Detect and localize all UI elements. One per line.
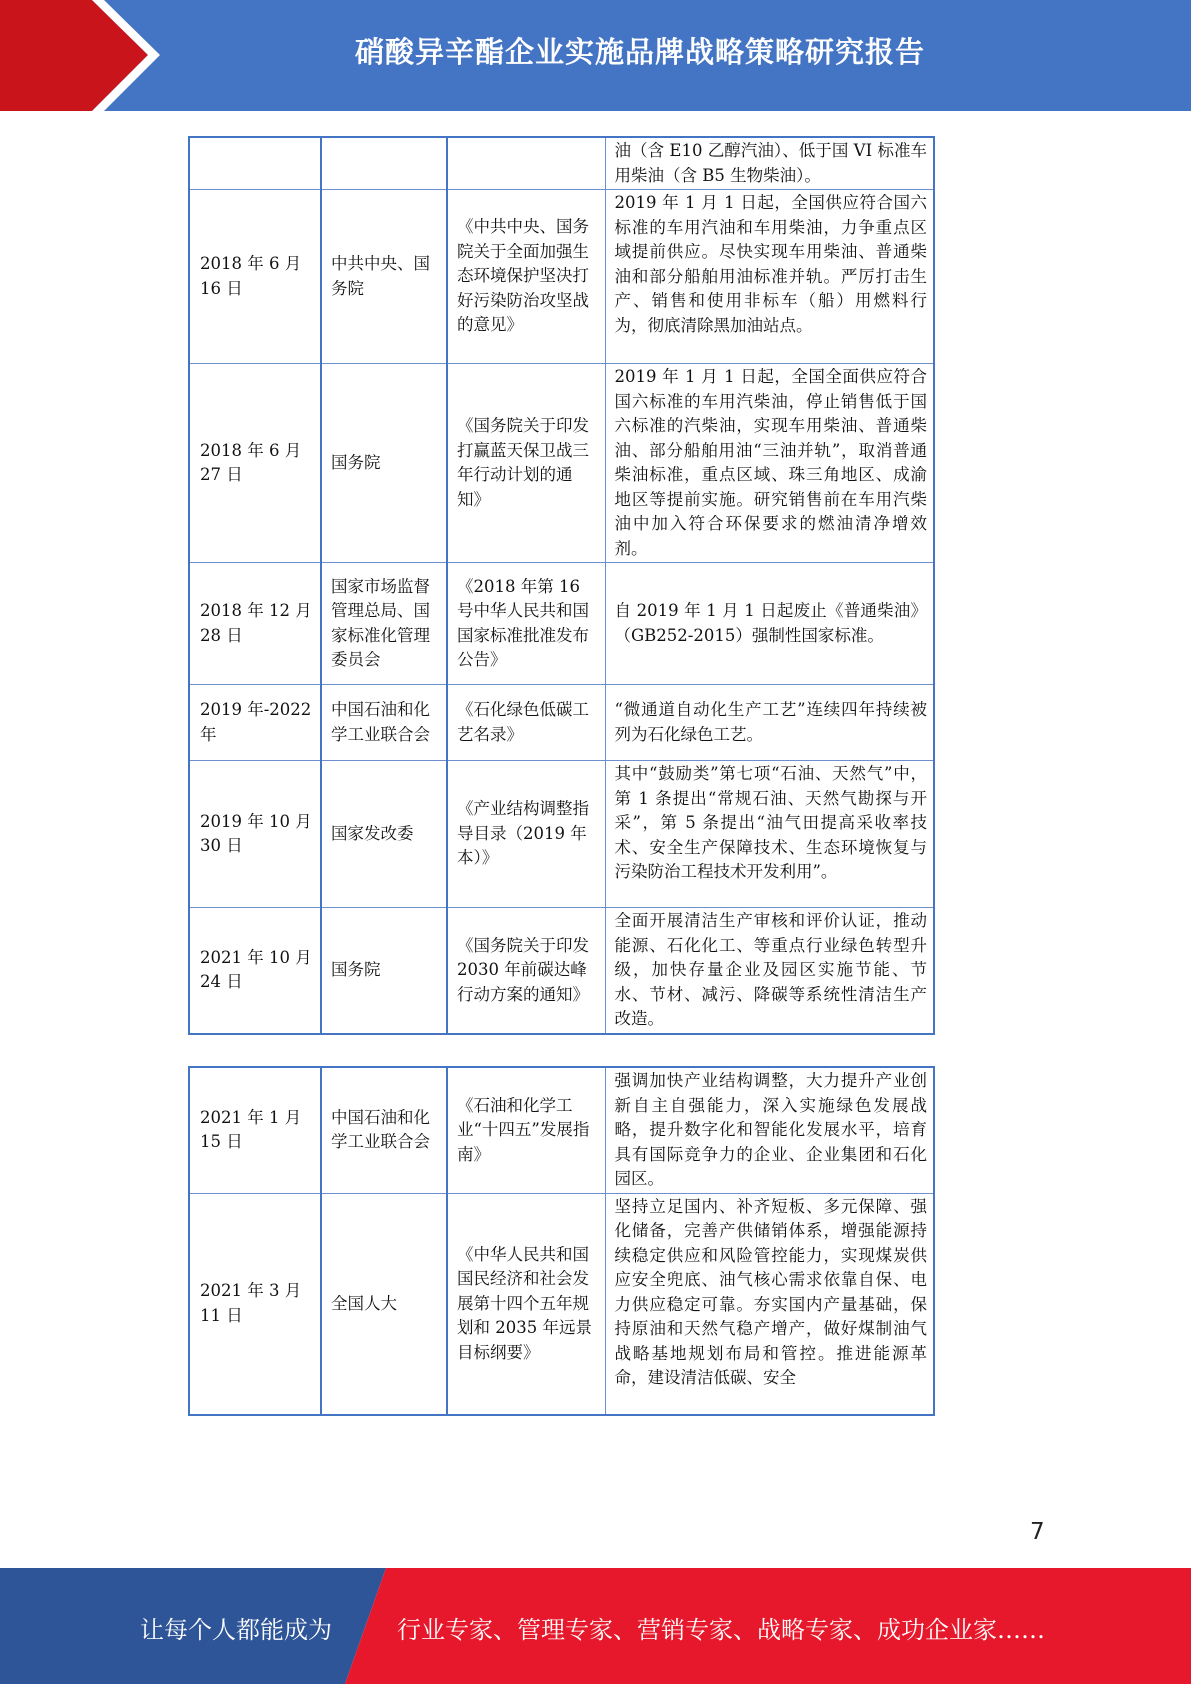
page-header [0, 0, 1191, 111]
date-cell: 2018 年 6 月 16 日 [189, 190, 321, 364]
issuer-cell: 国家市场监督管理总局、国家标准化管理委员会 [321, 563, 447, 685]
content-cell: 油（含 E10 乙醇汽油）、低于国 VI 标准车用柴油（含 B5 生物柴油）。 [605, 137, 934, 190]
document-cell: 《2018 年第 16 号中华人民共和国国家标准批准发布公告》 [447, 563, 605, 685]
date-cell: 2021 年 1 月 15 日 [189, 1067, 321, 1193]
table-row [189, 1193, 934, 1415]
content-cell: 全面开展清洁生产审核和评价认证，推动能源、石化化工、等重点行业绿色转型升级，加快存量企业及园区实施节能、节水、节材、减污、降碳等系统性清洁生产改造。 [605, 908, 934, 1034]
date-cell [189, 137, 321, 190]
issuer-cell: 全国人大 [321, 1193, 447, 1415]
issuer-cell: 中国石油和化学工业联合会 [321, 685, 447, 761]
date-cell: 2021 年 3 月 11 日 [189, 1193, 321, 1415]
issuer-cell: 中共中央、国务院 [321, 190, 447, 364]
footer-slogan-left: 让每个人都能成为 [140, 1616, 332, 1644]
table-row [189, 1067, 934, 1193]
issuer-cell: 国务院 [321, 908, 447, 1034]
document-cell: 《石化绿色低碳工艺名录》 [447, 685, 605, 761]
page-footer [0, 1568, 1191, 1684]
header-red-arrow [0, 0, 148, 111]
page-number: 7 [1030, 1519, 1045, 1545]
issuer-cell: 国务院 [321, 364, 447, 563]
document-cell: 《产业结构调整指导目录（2019 年本）》 [447, 761, 605, 908]
content-cell: 2019 年 1 月 1 日起，全国全面供应符合国六标准的车用汽柴油，停止销售低于国六标准的汽柴油，实现车用柴油、普通柴油、部分船舶用油“三油并轨”，取消普通柴油标准，重点区域、珠三角地区、成渝地区等提前实施。研究销售前在车用汽柴油中加入符合环保要求的燃油清净增效剂。 [605, 364, 934, 563]
footer-slogan-right: 行业专家、管理专家、营销专家、战略专家、成功企业家…… [397, 1616, 1045, 1644]
report-title: 硝酸异辛酯企业实施品牌战略策略研究报告 [354, 35, 925, 69]
content-cell: 强调加快产业结构调整，大力提升产业创新自主自强能力，深入实施绿色发展战略，提升数字化和智能化发展水平，培育具有国际竞争力的企业、企业集团和石化园区。 [605, 1067, 934, 1193]
date-cell: 2021 年 10 月 24 日 [189, 908, 321, 1034]
date-cell: 2018 年 6 月 27 日 [189, 364, 321, 563]
issuer-cell: 中国石油和化学工业联合会 [321, 1067, 447, 1193]
document-cell: 《中华人民共和国国民经济和社会发展第十四个五年规划和 2035 年远景目标纲要》 [447, 1193, 605, 1415]
policy-table-1 [188, 136, 935, 1035]
issuer-cell [321, 137, 447, 190]
date-cell: 2019 年 10 月 30 日 [189, 761, 321, 908]
table-row [189, 137, 934, 190]
table-row [189, 563, 934, 685]
document-cell: 《中共中央、国务院关于全面加强生态环境保护坚决打好污染防治攻坚战的意见》 [447, 190, 605, 364]
document-cell: 《国务院关于印发 2030 年前碳达峰行动方案的通知》 [447, 908, 605, 1034]
content-cell: 坚持立足国内、补齐短板、多元保障、强化储备，完善产供储销体系，增强能源持续稳定供应和风险管控能力，实现煤炭供应安全兜底、油气核心需求依靠自保、电力供应稳定可靠。夯实国内产量基础，保持原油和天然气稳产增产，做好煤制油气战略基地规划布局和管控。推进能源革命，建设清洁低碳、安全 [605, 1193, 934, 1415]
content-cell: 其中“鼓励类”第七项“石油、天然气”中，第 1 条提出“常规石油、天然气勘探与开采”，第 5 条提出“油气田提高采收率技术、安全生产保障技术、生态环境恢复与污染防治工程技术开发利用”。 [605, 761, 934, 908]
issuer-cell: 国家发改委 [321, 761, 447, 908]
document-cell [447, 137, 605, 190]
date-cell: 2018 年 12 月 28 日 [189, 563, 321, 685]
table-row [189, 761, 934, 908]
date-cell: 2019 年-2022 年 [189, 685, 321, 761]
document-cell: 《石油和化学工业“十四五”发展指南》 [447, 1067, 605, 1193]
table-row [189, 190, 934, 364]
policy-table-2 [188, 1066, 935, 1416]
content-cell: 2019 年 1 月 1 日起，全国供应符合国六标准的车用汽油和车用柴油，力争重点区域提前供应。尽快实现车用柴油、普通柴油和部分船舶用油标准并轨。严厉打击生产、销售和使用非标车（船）用燃料行为，彻底清除黑加油站点。 [605, 190, 934, 364]
table-row [189, 364, 934, 563]
table-row [189, 908, 934, 1034]
table-row [189, 685, 934, 761]
content-cell: “微通道自动化生产工艺”连续四年持续被列为石化绿色工艺。 [605, 685, 934, 761]
document-cell: 《国务院关于印发打赢蓝天保卫战三年行动计划的通知》 [447, 364, 605, 563]
content-cell: 自 2019 年 1 月 1 日起废止《普通柴油》（GB252-2015）强制性国家标准。 [605, 563, 934, 685]
